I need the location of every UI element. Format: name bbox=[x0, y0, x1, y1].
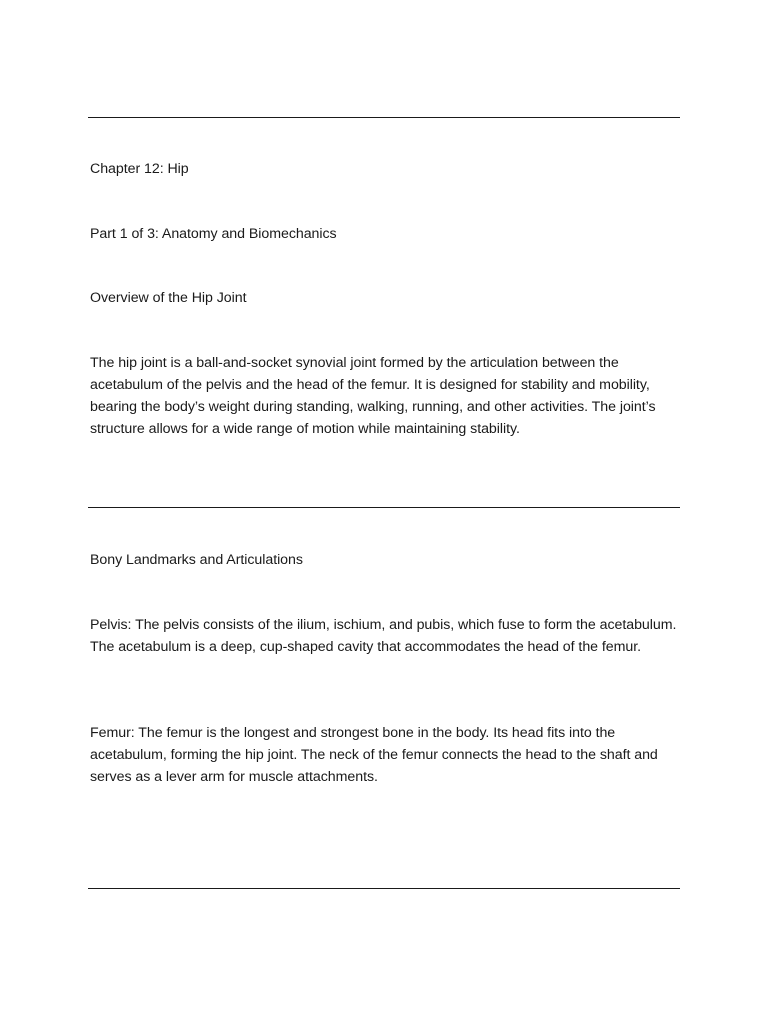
part-title: Part 1 of 3: Anatomy and Biomechanics bbox=[90, 226, 337, 242]
top-divider bbox=[88, 117, 680, 118]
overview-heading: Overview of the Hip Joint bbox=[90, 290, 247, 306]
middle-divider bbox=[88, 507, 680, 508]
overview-paragraph: The hip joint is a ball-and-socket synovial joint formed by the articulation between the acetabulum of the pelvis and the head of the femur. It is designed for stability and mobility, bearing the body’s weight during standing, walking, running, and other activities. The joint’s structure allows for a wide range of motion while maintaining stability. bbox=[90, 355, 656, 437]
chapter-title: Chapter 12: Hip bbox=[90, 161, 189, 177]
pelvis-paragraph: Pelvis: The pelvis consists of the ilium, ischium, and pubis, which fuse to form the acetabulum. The acetabulum is a deep, cup-shaped cavity that accommodates the head of the femur. bbox=[90, 617, 677, 655]
bottom-divider bbox=[88, 888, 680, 889]
femur-paragraph: Femur: The femur is the longest and strongest bone in the body. Its head fits into the acetabulum, forming the hip joint. The neck of the femur connects the head to the shaft and serves as a lever arm for muscle attachments. bbox=[90, 725, 658, 785]
landmarks-heading: Bony Landmarks and Articulations bbox=[90, 552, 303, 568]
